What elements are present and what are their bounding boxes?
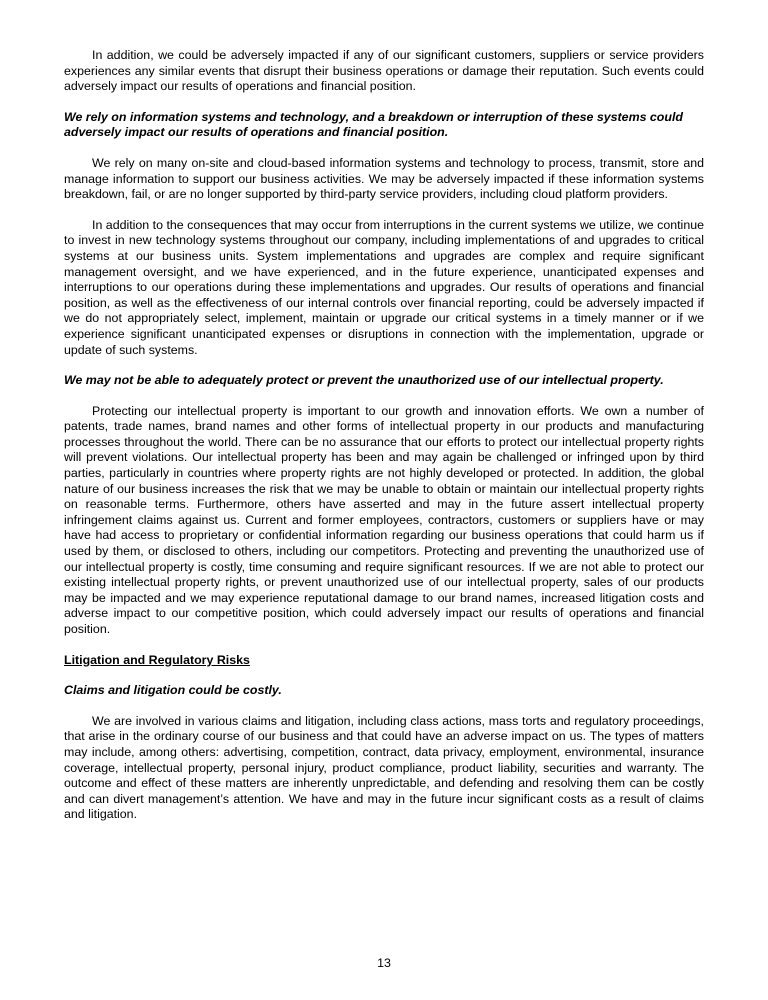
paragraph-systems-upgrades: In addition to the consequences that may occur from interruptions in the current systems we utilize, we continue to invest in new technology systems throughout our company, including implementations of and upgrades to critical systems at our business units. System implementations and upgrades are complex and require significant management oversight, and we have experienced, and in the future experience, unanticipated expenses and interruptions to our operations during these implementations and upgrades. Our results of operations and financial position, as well as the effectiveness of our internal controls over financial reporting, could be adversely impacted if we do not appropriately select, implement, maintain or upgrade our critical systems in a timely manner or if we experience significant unanticipated expenses or disruptions in connection with the implementation, upgrade or update of such systems. [64,217,704,357]
paragraph-claims-litigation: We are involved in various claims and litigation, including class actions, mass torts and regulatory proceedings, that arise in the ordinary course of our business and that could have an adverse impact on us. The types of matters may include, among others: advertising, competition, contract, data privacy, employment, environmental, insurance coverage, intellectual property, personal injury, product compliance, product liability, securities and warranty. The outcome and effect of these matters are inherently unpredictable, and defending and resolving them can be costly and can divert management’s attention. We have and may in the future incur significant costs as a result of claims and litigation. [64,713,704,822]
section-title-litigation: Litigation and Regulatory Risks [64,652,250,667]
heading-information-systems: We rely on information systems and technology, and a breakdown or interruption of these systems could adversely impact our results of operations and financial position. [64,109,683,140]
paragraph-counterparty-events: In addition, we could be adversely impacted if any of our significant customers, suppliers or service providers experiences any similar events that disrupt their business operations or damage their reputation. Such events could adversely impact our results of operations and financial position. [64,48,704,94]
document-page [64,48,704,838]
paragraph-systems-reliance: We rely on many on-site and cloud-based information systems and technology to process, transmit, store and manage information to support our business activities. We may be adversely impacted if these information systems breakdown, fail, or are no longer supported by third-party service providers, including cloud platform providers. [64,155,704,202]
heading-claims-litigation: Claims and litigation could be costly. [64,683,282,698]
paragraph-intellectual-property: Protecting our intellectual property is important to our growth and innovation efforts. We own a number of patents, trade names, brand names and other forms of intellectual property in our products and manufacturing processes throughout the world. There can be no assurance that our efforts to protect our intellectual property rights will prevent violations. Our intellectual property has been and may again be challenged or infringed upon by third parties, particularly in countries where property rights are not highly developed or protected. In addition, the global nature of our business increases the risk that we may be unable to obtain or maintain our intellectual property rights on reasonable terms. Furthermore, others have asserted and may in the future assert intellectual property infringement claims against us. Current and former employees, contractors, customers or suppliers have or may have had access to proprietary or confidential information regarding our business operations that could harm us if used by them, or disclosed to others, including our competitors. Protecting and preventing the unauthorized use of our intellectual property is costly, time consuming and require significant resources. If we are not able to protect our existing intellectual property rights, or prevent unauthorized use of our intellectual property, sales of our products may be impacted and we may experience reputational damage to our brand names, increased litigation costs and adverse impact to our competitive position, which could adversely impact our results of operations and financial position. [64,403,704,636]
heading-intellectual-property: We may not be able to adequately protect or prevent the unauthorized use of our intellectual property. [64,373,664,388]
page-number: 13 [377,956,391,970]
